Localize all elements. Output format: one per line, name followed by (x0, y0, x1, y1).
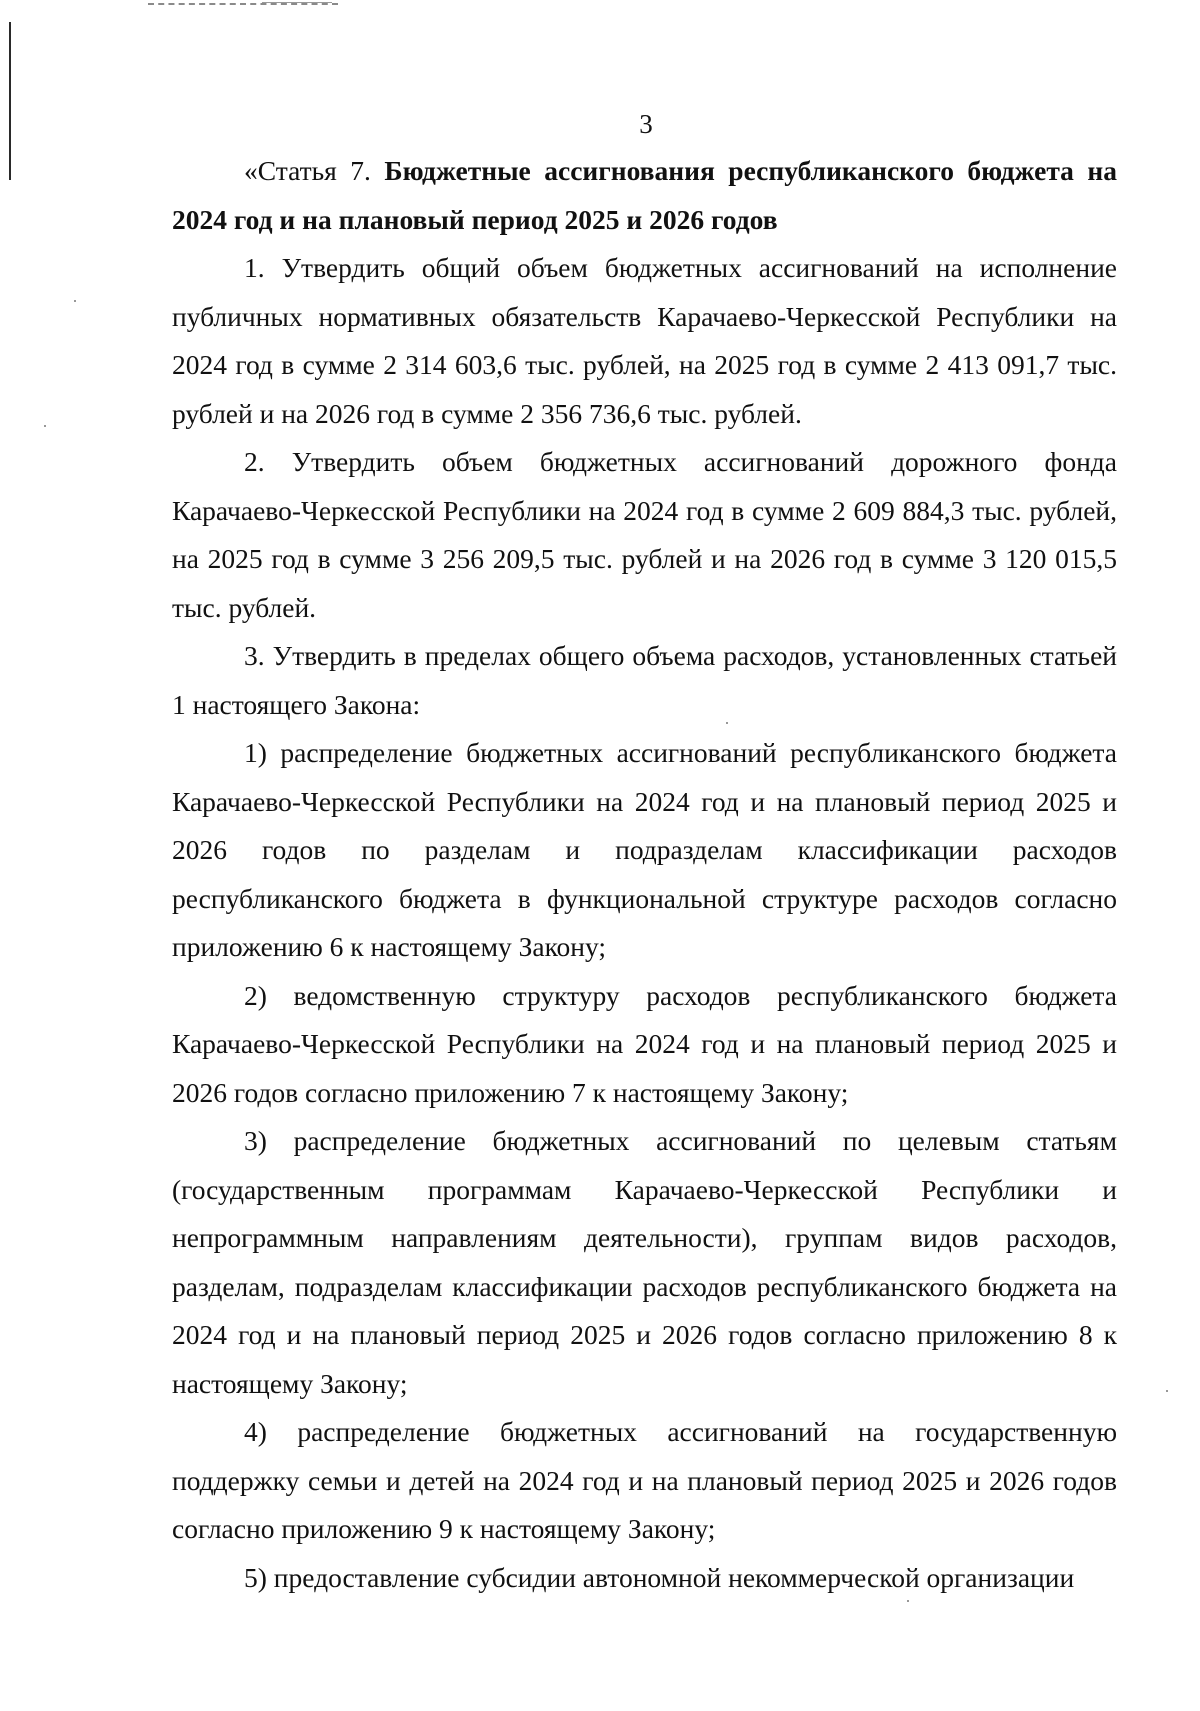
scan-speck (44, 425, 46, 427)
list-item-3: 3) распределение бюджетных ассигнований по целевым статьям (государственным программам Карачаево-Черкесской Республики и непрограммным направлениям деятельности), группам видов расходов, разделам, подразделам классификации расходов республиканского бюджета на 2024 год и на плановый период 2025 и 2026 годов согласно приложению 8 к настоящему Закону; (172, 1125, 1117, 1399)
list-item-1: 1) распределение бюджетных ассигнований республиканского бюджета Карачаево-Черкесской Республики на 2024 год и на плановый период 2025 и 2026 годов по разделам и подразделам классификации расходов республиканского бюджета в функциональной структуре расходов согласно приложению 6 к настоящему Закону; (172, 737, 1117, 962)
paragraph-2: 2. Утвердить объем бюджетных ассигнований дорожного фонда Карачаево-Черкесской Республики на 2024 год в сумме 2 609 884,3 тыс. рублей, на 2025 год в сумме 3 256 209,5 тыс. рублей и на 2026 год в сумме 3 120 015,5 тыс. рублей. (172, 446, 1117, 623)
list-item-4: 4) распределение бюджетных ассигнований на государственную поддержку семьи и детей на 2024 год и на плановый период 2025 и 2026 годов согласно приложению 9 к настоящему Закону; (172, 1416, 1117, 1544)
scan-speck (1166, 1390, 1168, 1392)
paragraph-3: 3. Утвердить в пределах общего объема расходов, установленных статьей 1 настоящего Закона: (172, 640, 1117, 720)
list-item-5: 5) предоставление субсидии автономной некоммерческой организации (244, 1561, 1075, 1593)
list-item-2: 2) ведомственную структуру расходов республиканского бюджета Карачаево-Черкесской Республики на 2024 год и на плановый период 2025 и 2026 годов согласно приложению 7 к настоящему Закону; (172, 979, 1117, 1108)
document-body (172, 147, 1117, 1602)
scan-edge-top-line (262, 2, 332, 3)
scan-edge-top (148, 3, 338, 5)
article-title: Бюджетные ассигнования республиканского бюджета на 2024 год и на плановый период 2025 и 2026 годов (172, 155, 1117, 235)
scan-speck (907, 1600, 909, 1602)
scan-edge-left (9, 22, 11, 180)
paragraph-1: 1. Утвердить общий объем бюджетных ассигнований на исполнение публичных нормативных обязательств Карачаево-Черкесской Республики на 2024 год в сумме 2 314 603,6 тыс. рублей, на 2025 год в сумме 2 413 091,7 тыс. рублей и на 2026 год в сумме 2 356 736,6 тыс. рублей. (172, 252, 1117, 429)
page-number: 3 (639, 109, 653, 139)
scan-speck (726, 722, 728, 724)
scan-speck (74, 300, 76, 302)
article-prefix: «Статья 7. (244, 155, 385, 186)
article-heading (172, 147, 1117, 244)
